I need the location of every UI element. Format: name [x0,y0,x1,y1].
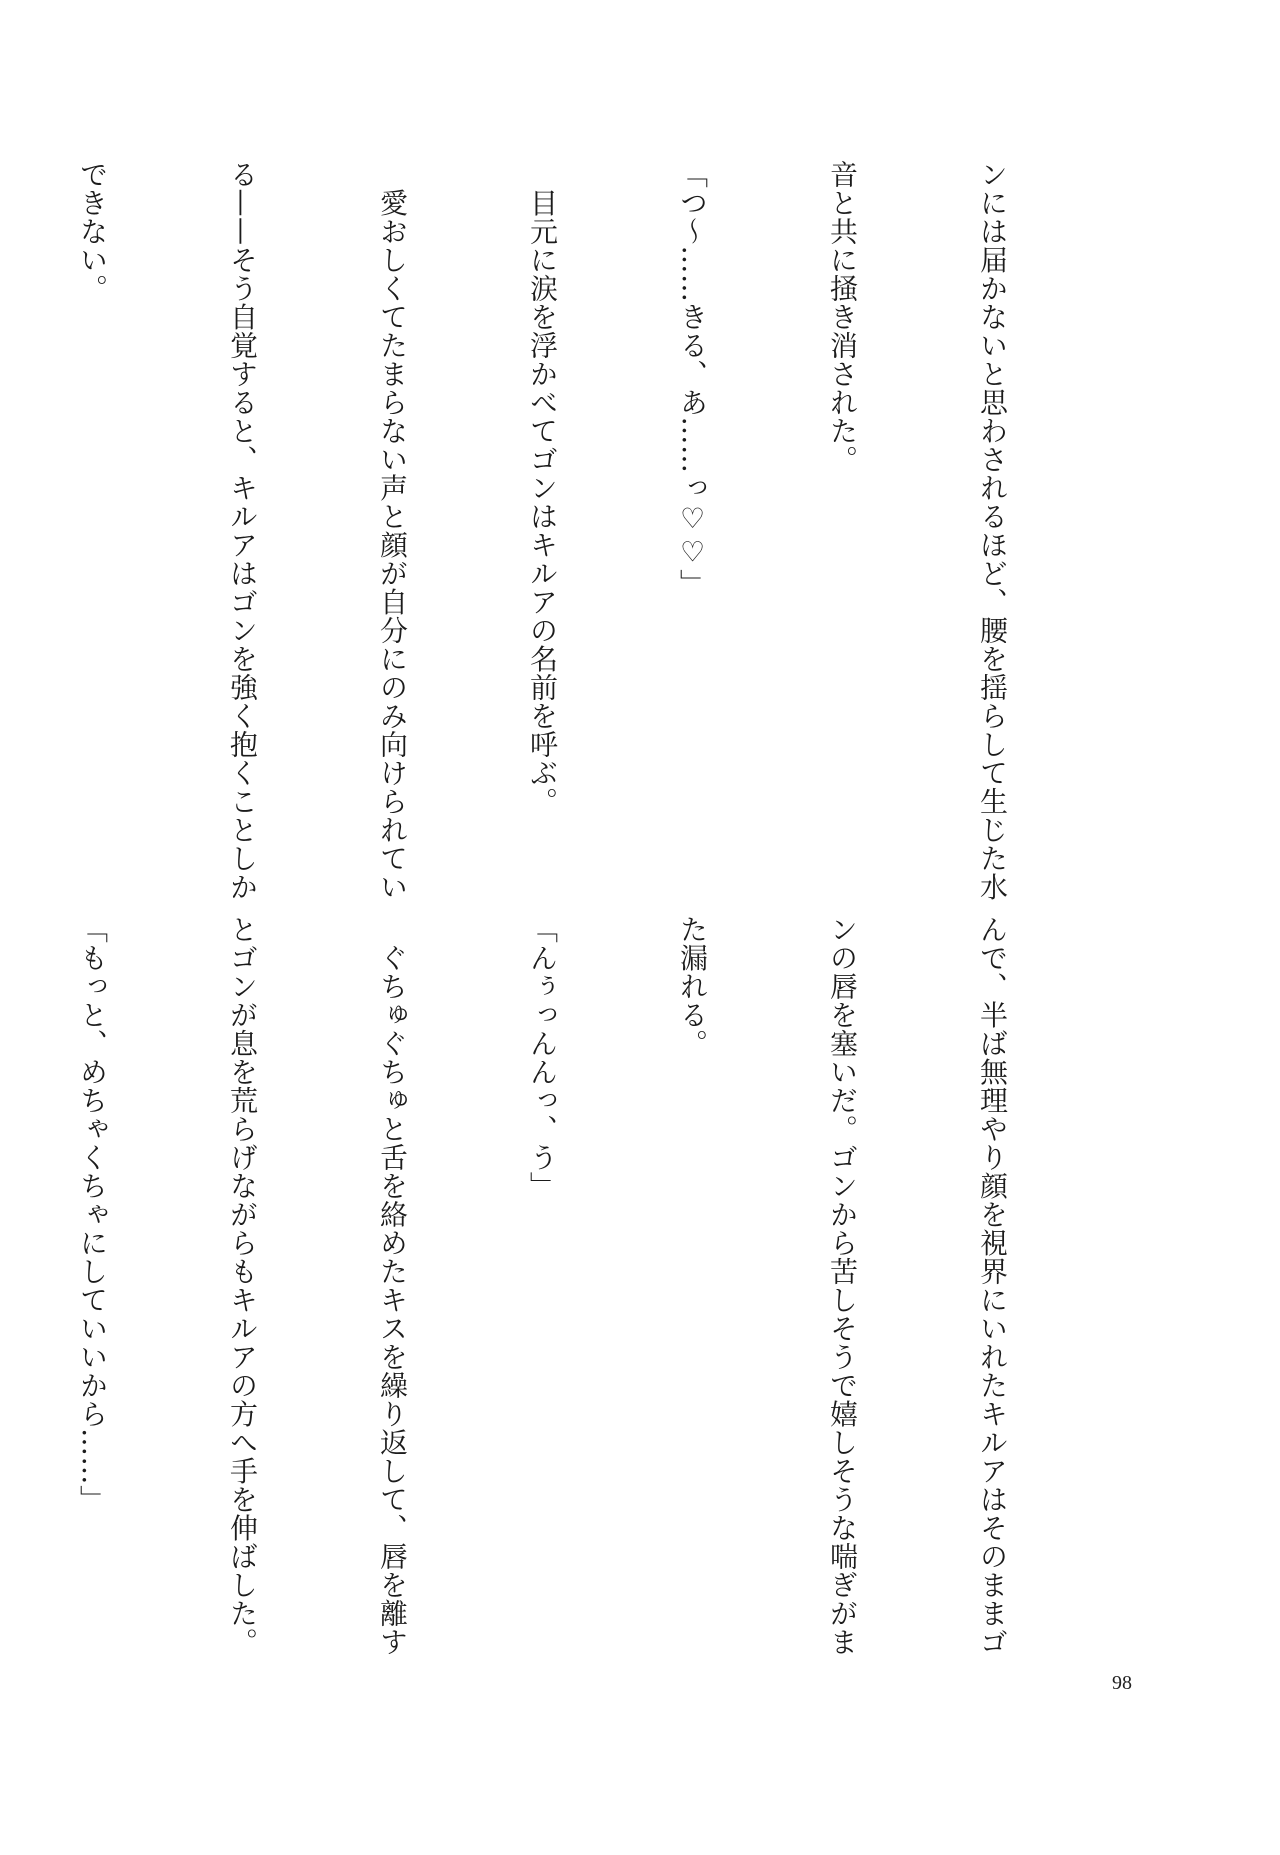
text-column: できない。 [76,160,109,303]
lower-text-block [76,915,1117,1656]
text-column: ンには届かないと思わされるほど、腰を揺らして生じた水 [976,160,1009,901]
text-column: 愛おしくてたまらない声と顔が自分にのみ向けられてい [376,160,409,901]
text-column: 「つ〜……きる、あ……っ♡♡」 [676,160,709,598]
text-column: ぐちゅぐちゅと舌を絡めたキスを繰り返して、唇を離す [376,915,409,1656]
text-column: とゴンが息を荒らげながらもキルアの方へ手を伸ばした。 [226,915,259,1656]
text-column: 「んぅっんんっ、う」 [526,915,559,1200]
text-column: 「もっと、めちゃくちゃにしていいから……」 [76,915,109,1514]
text-column: る——そう自覚すると、キルアはゴンを強く抱くことしか [226,160,259,901]
text-column: ンの唇を塞いだ。ゴンから苦しそうで嬉しそうな喘ぎがま [826,915,859,1656]
text-column: 目元に涙を浮かべてゴンはキルアの名前を呼ぶ。 [526,160,559,816]
text-column: 音と共に掻き消された。 [826,160,859,474]
upper-text-block [76,160,1117,901]
text-column: んで、半ば無理やり顔を視界にいれたキルアはそのままゴ [976,915,1009,1656]
text-column: た漏れる。 [676,915,709,1058]
page-number: 98 [1112,1672,1132,1694]
